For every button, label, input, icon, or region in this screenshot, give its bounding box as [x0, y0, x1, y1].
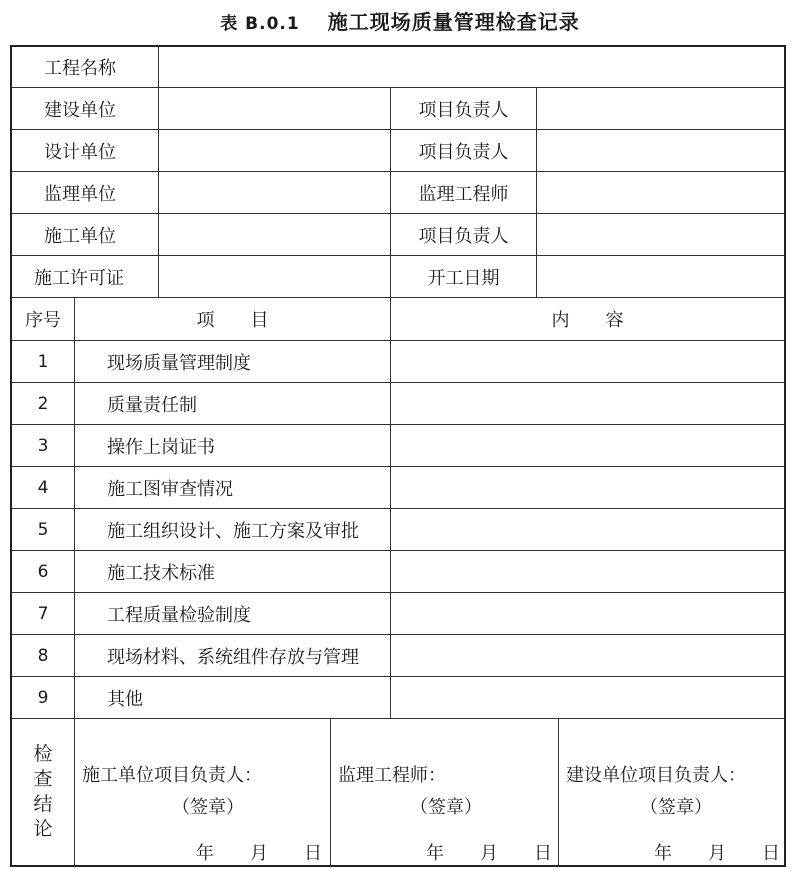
row-item: 工程质量检验制度 [107, 604, 251, 626]
inspection-record-table [10, 45, 786, 867]
row-number: 5 [37, 519, 49, 540]
row-item: 现场材料、系统组件存放与管理 [107, 646, 359, 668]
conclusion-label [12, 719, 74, 865]
header-value-designer[interactable] [159, 130, 390, 171]
row-content[interactable] [391, 551, 784, 592]
row-content[interactable] [391, 677, 784, 718]
header-value-supervising-engineer[interactable] [537, 172, 784, 213]
table-name: 施工现场质量管理检查记录 [327, 10, 580, 34]
column-header-content: 内 容 [551, 310, 624, 331]
header-value-project-name[interactable] [159, 47, 784, 87]
table-number: 表 B.0.1 [220, 14, 300, 34]
column-header-no: 序号 [25, 310, 61, 331]
row-number: 8 [37, 645, 49, 666]
header-label-owner: 建设单位 [44, 99, 116, 121]
column-header-item: 项 目 [196, 310, 269, 331]
header-label-start-date: 开工日期 [427, 267, 500, 289]
section-divider [12, 718, 784, 719]
header-label-permit: 施工许可证 [34, 267, 124, 289]
row-item: 施工组织设计、施工方案及审批 [107, 520, 359, 542]
col-divider [558, 718, 559, 865]
header-value-contractor-lead[interactable] [537, 214, 784, 255]
header-value-start-date[interactable] [537, 256, 784, 297]
header-value-designer-lead[interactable] [537, 130, 784, 171]
header-label-supervisor: 监理单位 [44, 183, 116, 205]
header-value-owner[interactable] [159, 88, 390, 129]
row-number: 3 [37, 435, 49, 456]
header-label-contractor: 施工单位 [44, 225, 116, 247]
row-item: 施工技术标准 [107, 562, 215, 584]
row-content[interactable] [391, 425, 784, 466]
conclusion-label-char: 查 [33, 768, 53, 790]
row-number: 1 [37, 351, 49, 372]
header-label-project-name: 工程名称 [44, 58, 116, 79]
row-item: 现场质量管理制度 [107, 352, 251, 374]
header-label-designer-lead: 项目负责人 [418, 141, 509, 163]
row-number: 4 [37, 477, 49, 498]
row-content[interactable] [391, 509, 784, 550]
signature-seal: （签章） [410, 797, 482, 818]
header-value-supervisor[interactable] [159, 172, 390, 213]
row-content[interactable] [391, 635, 784, 676]
row-content[interactable] [391, 467, 784, 508]
row-item: 其他 [107, 688, 143, 710]
header-value-owner-lead[interactable] [537, 88, 784, 129]
conclusion-label-char: 结 [33, 793, 53, 815]
conclusion-label-char: 检 [33, 743, 53, 765]
row-content[interactable] [391, 383, 784, 424]
row-item: 施工图审查情况 [107, 478, 233, 500]
header-label-owner-lead: 项目负责人 [418, 99, 509, 121]
row-number: 2 [37, 393, 49, 414]
signature-role: 施工单位项目负责人： [82, 765, 262, 786]
conclusion-label-char: 论 [33, 818, 53, 840]
header-label-supervising-engineer: 监理工程师 [418, 183, 509, 205]
header-label-contractor-lead: 项目负责人 [418, 225, 509, 247]
header-value-contractor[interactable] [159, 214, 390, 255]
row-item: 操作上岗证书 [107, 436, 215, 458]
row-number: 9 [37, 687, 49, 708]
table-title [0, 6, 800, 38]
signature-role: 监理工程师： [338, 765, 446, 786]
signature-date: 年 月 日 [196, 843, 322, 864]
signature-seal: （签章） [172, 797, 244, 818]
signature-date: 年 月 日 [654, 843, 780, 864]
header-value-permit[interactable] [159, 256, 390, 297]
row-content[interactable] [391, 341, 784, 382]
signature-date: 年 月 日 [426, 843, 552, 864]
row-content[interactable] [391, 593, 784, 634]
row-item: 质量责任制 [107, 394, 197, 416]
signature-role: 建设单位项目负责人： [566, 765, 746, 786]
signature-seal: （签章） [640, 797, 712, 818]
row-number: 7 [37, 603, 49, 624]
row-number: 6 [37, 561, 49, 582]
header-label-designer: 设计单位 [44, 141, 116, 163]
col-divider [330, 718, 331, 865]
